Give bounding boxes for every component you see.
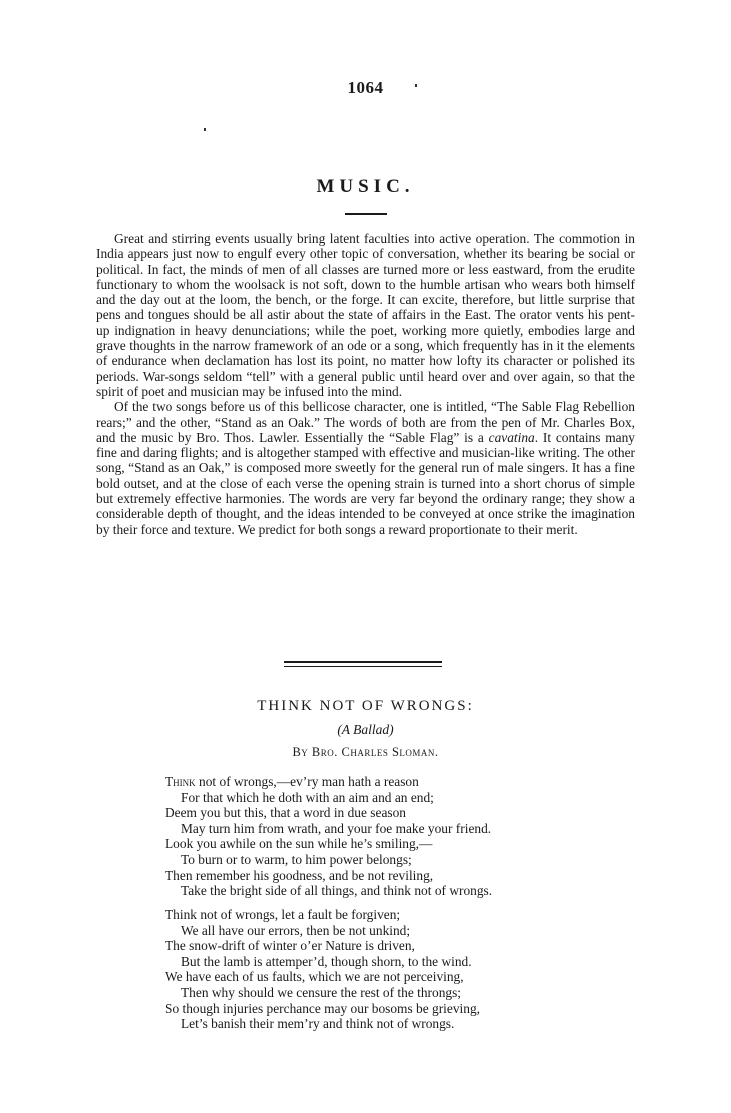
poem-line: The snow-drift of winter o’er Nature is driven, — [165, 938, 415, 954]
paragraph-2: Of the two songs before us of this bellicose character, one is intitled, “The Sable Flag Rebellion rears;” and the other, “Stand as an Oak.” The words of both are from the pen of Mr. Charles Box, and the music by Bro. Thos. Lawler. Essentially the “Sable Flag” is a cavatina. It contains many fine and daring flights; and is altogether stamped with effective and musician-like writing. The other song, “Stand as an Oak,” is composed more sweetly for the general run of male singers. It has a fine bold outset, and at the close of each verse the opening strain is turned into a short chorus of simple but extremely effective harmonies. The words are very far beyond the ordinary range; they show a considerable depth of thought, and the ideas intended to be conveyed at once strike the imagination by their force and texture. We predict for both songs a reward proportionate to their merit. — [96, 399, 636, 537]
poem-line: Take the bright side of all things, and think not of wrongs. — [181, 883, 493, 899]
poem-line: Deem you but this, that a word in due season — [165, 805, 406, 821]
poem-line: Let’s banish their mem’ry and think not of wrongs. — [181, 1016, 455, 1032]
poem-line — [165, 774, 595, 790]
article-body — [96, 231, 635, 537]
print-speck — [204, 128, 206, 131]
print-speck — [415, 84, 417, 87]
poem-line: We all have our errors, then be not unkind; — [181, 922, 411, 938]
section-divider — [284, 661, 442, 667]
title-rule — [345, 213, 387, 215]
poem-line: For that which he doth with an aim and an end; — [181, 789, 434, 805]
italic-term: cavatina — [488, 429, 535, 445]
poem-line: So though injuries perchance may our bosoms be grieving, — [165, 1000, 480, 1016]
poem-line: Then why should we censure the rest of the throngs; — [181, 984, 462, 1000]
poem-line: Look you awhile on the sun while he’s smiling,— — [165, 836, 433, 852]
section-title: MUSIC. — [316, 176, 415, 197]
poem-first-word: Think — [165, 774, 196, 789]
poem-first-line-rest: not of wrongs,—ev’ry man hath a reason — [195, 774, 419, 789]
poem-line: But the lamb is attemper’d, though shorn, to the wind. — [181, 953, 472, 969]
poem-title: THINK NOT OF WRONGS: — [257, 698, 474, 714]
poem-line: May turn him from wrath, and your foe make your friend. — [181, 820, 492, 836]
poem-line: Think not of wrongs, let a fault be forgiven; — [165, 907, 401, 922]
poem-stanza-2 — [165, 907, 595, 1032]
poem-stanza-1 — [165, 774, 595, 899]
paragraph-1: Great and stirring events usually bring latent faculties into active operation. The commotion in India appears just now to engulf every other topic of conversation, whether its bearing be social or political. In fact, the minds of men of all classes are turned more or less eastward, from the erudite functionary to whom the woolsack is not soft, down to the humble artisan who wears both himself and the day out at the loom, the bench, or the forge. It can excite, therefore, but little surprise that pens and tongues should be all astir about the state of affairs in the East. The orator vents his pent-up indignation in heavy denunciations; while the poet, working more quietly, embodies large and grave thoughts in the narrow framework of an ode or a song, which frequently has in it the elements of endurance when declamation has lost its point, no matter how lofty its character or polished its periods. War-songs seldom “tell” with a general public until heard over and over again, so that the spirit of poet and musician may be infused into the mind. — [96, 231, 635, 399]
poem-line: We have each of us faults, which we are not perceiving, — [165, 969, 464, 985]
poem-line: Then remember his goodness, and be not reviling, — [165, 867, 434, 883]
poem-subtitle: (A Ballad) — [337, 722, 394, 737]
poem-author: By Bro. Charles Sloman. — [292, 745, 439, 759]
poem-line: To burn or to warm, to him power belongs; — [181, 851, 412, 867]
page-number: 1064 — [347, 78, 384, 97]
